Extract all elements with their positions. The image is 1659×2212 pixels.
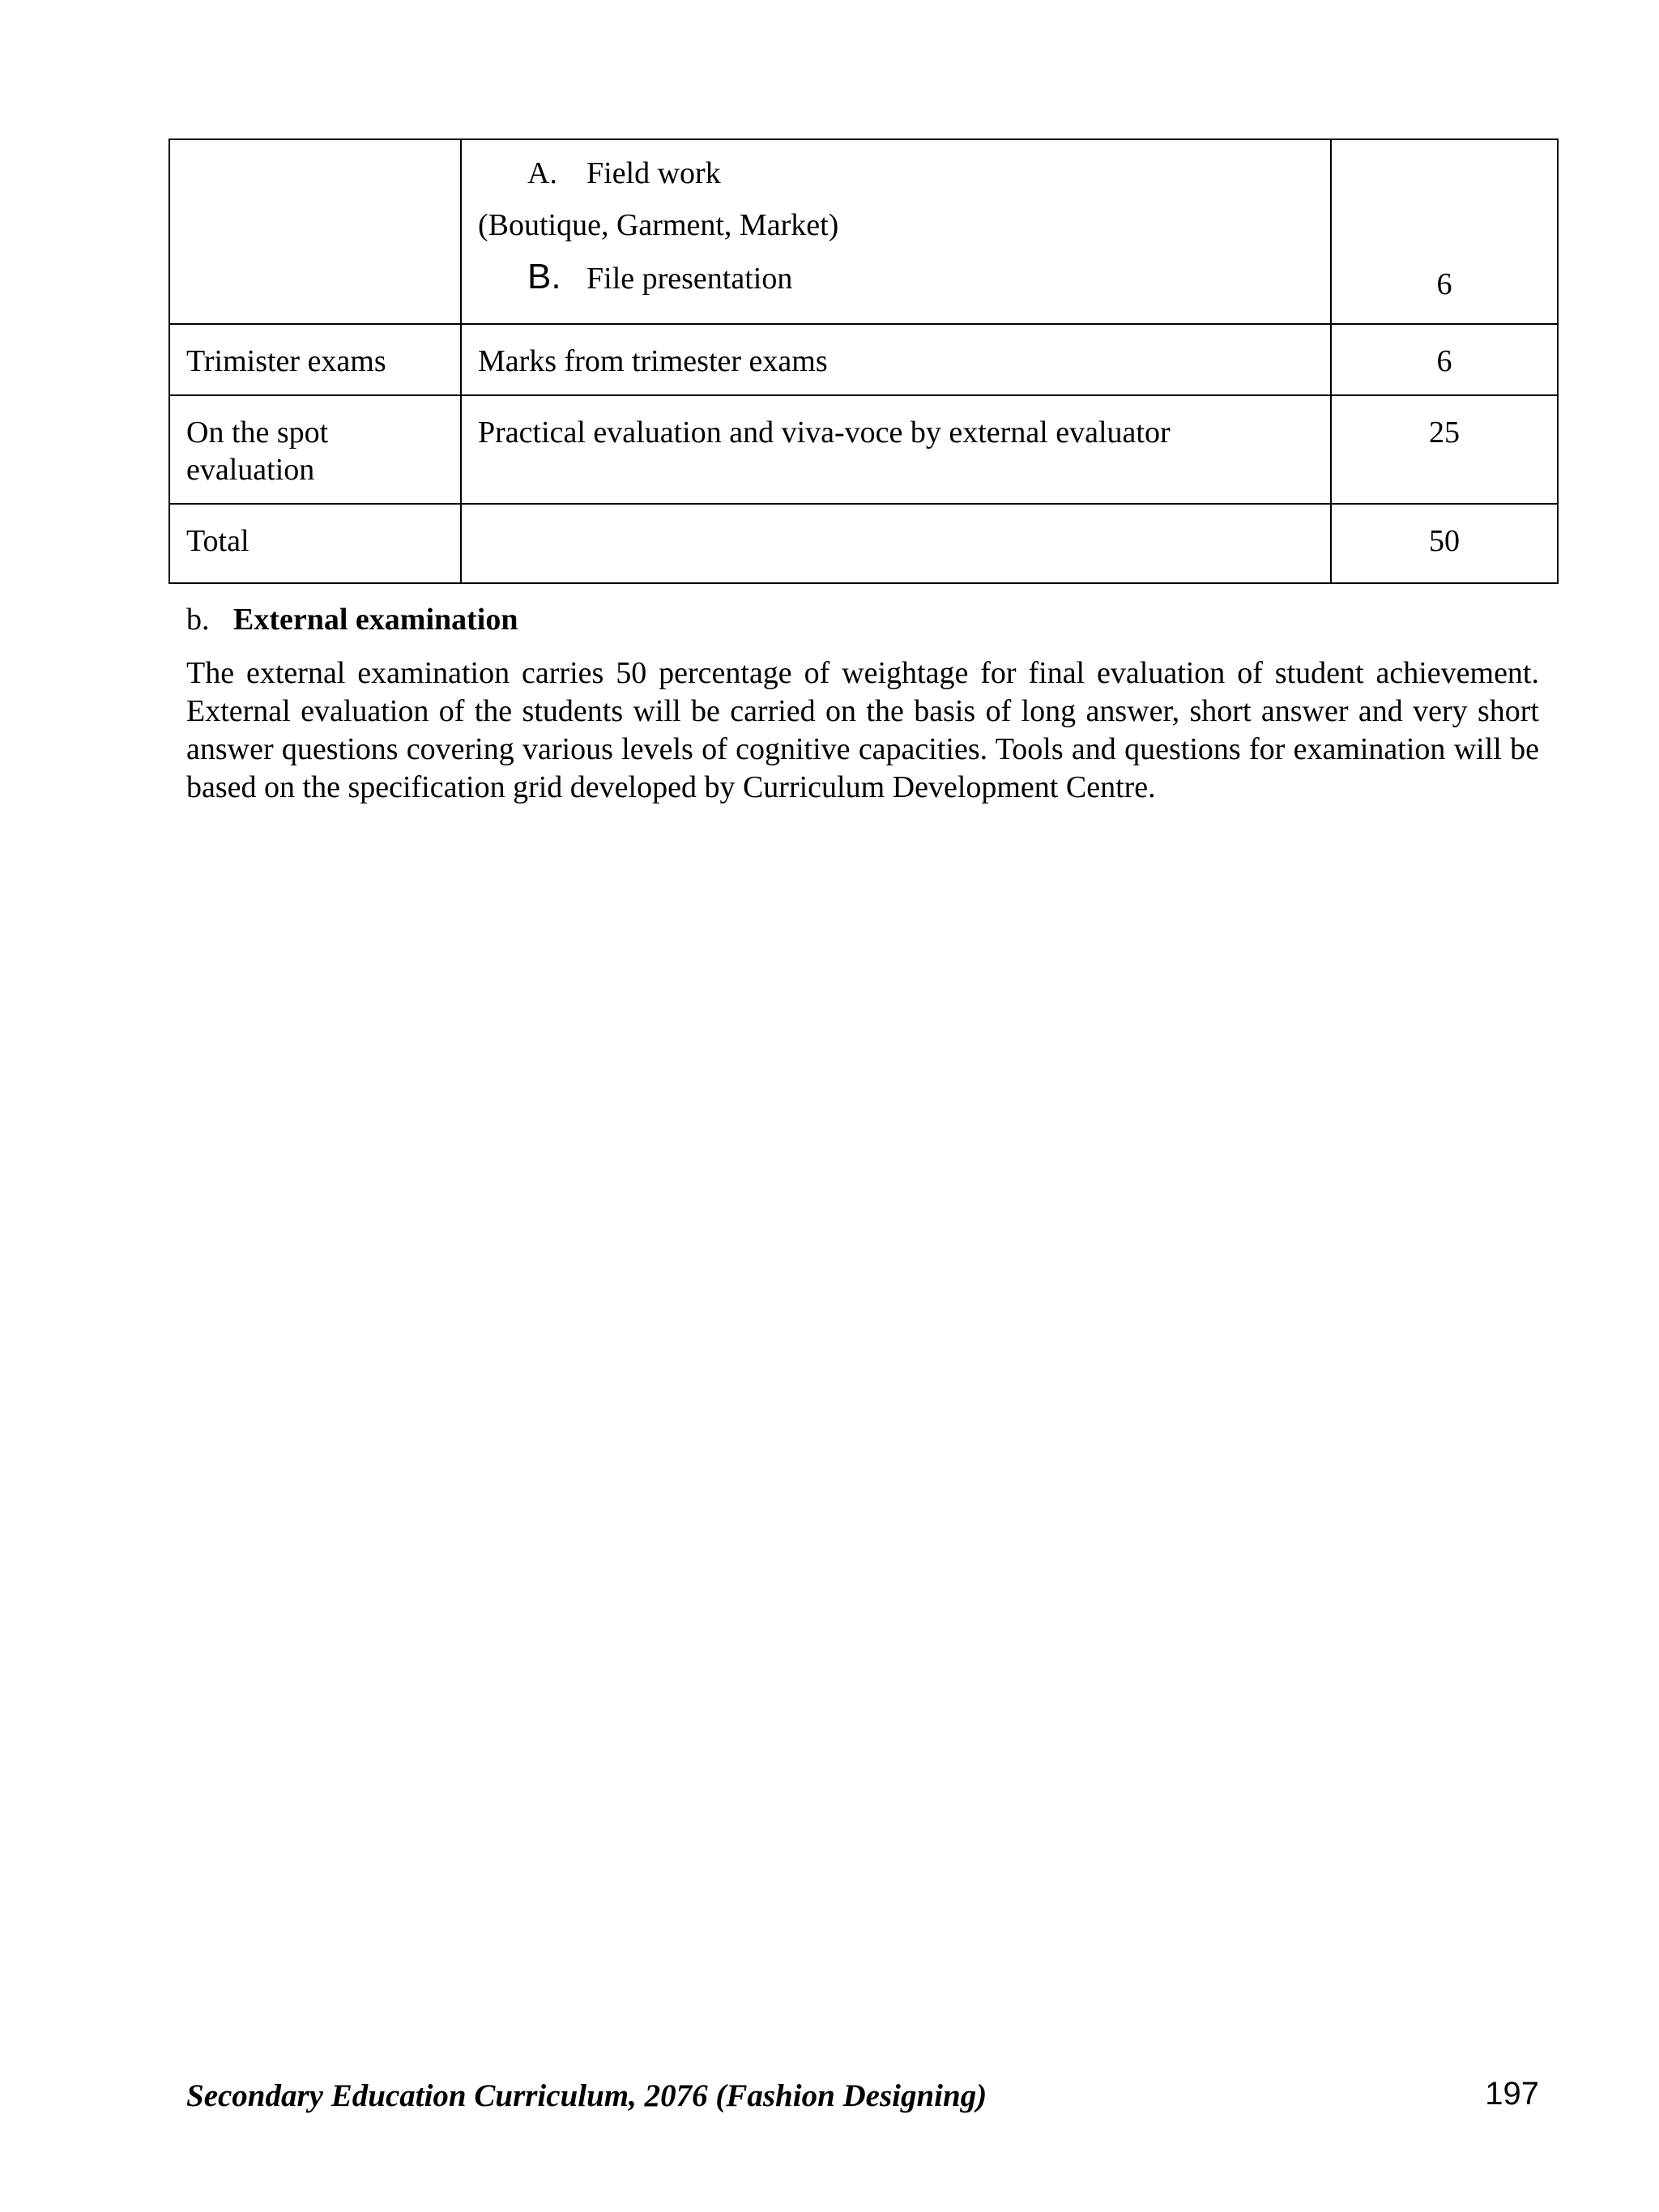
criteria-cell <box>169 395 461 504</box>
marks-cell: 25 <box>1331 395 1558 504</box>
marks-cell: 50 <box>1331 504 1558 583</box>
activity-item-a <box>478 155 1314 192</box>
description-cell: Practical evaluation and viva-voce by external evaluator <box>461 395 1331 504</box>
criteria-cell-empty <box>169 139 461 324</box>
criteria-line: On the spot <box>186 416 329 450</box>
footer-title: Secondary Education Curriculum, 2076 (Fashion Designing) <box>186 2078 987 2113</box>
table-row <box>169 139 1558 324</box>
item-letter: B. <box>527 257 561 296</box>
item-text: File presentation <box>586 262 793 296</box>
item-letter: A. <box>527 156 557 190</box>
description-cell: Marks from trimester exams <box>461 324 1331 395</box>
body-paragraph: The external examination carries 50 percentage of weightage for final evaluation of student achievement. External evaluation of the students will be carried on the basis of long answer, short answer and very short answer questions covering various levels of cognitive capacities. Tools and questions for examination will be based on the specification grid developed by Curriculum Development Centre. <box>186 656 1539 804</box>
criteria-cell: Total <box>169 504 461 583</box>
section-heading <box>186 601 518 638</box>
table-row <box>169 504 1558 583</box>
activity-list-cell <box>461 139 1331 324</box>
marks-cell <box>1331 139 1558 324</box>
activity-item-a-sub: (Boutique, Garment, Market) <box>478 208 839 242</box>
section-title: External examination <box>233 603 518 637</box>
page-number: 197 <box>1485 2076 1539 2112</box>
criteria-line: evaluation <box>186 453 315 487</box>
table-row <box>169 395 1558 504</box>
marks-cell: 6 <box>1331 324 1558 395</box>
section-letter: b. <box>186 603 210 637</box>
description-cell <box>461 504 1331 583</box>
activity-item-b <box>478 258 1314 297</box>
marks-value: 6 <box>1436 267 1452 301</box>
evaluation-marks-table <box>168 139 1559 584</box>
table-row <box>169 324 1558 395</box>
item-text: Field work <box>586 156 721 190</box>
criteria-cell: Trimister exams <box>169 324 461 395</box>
